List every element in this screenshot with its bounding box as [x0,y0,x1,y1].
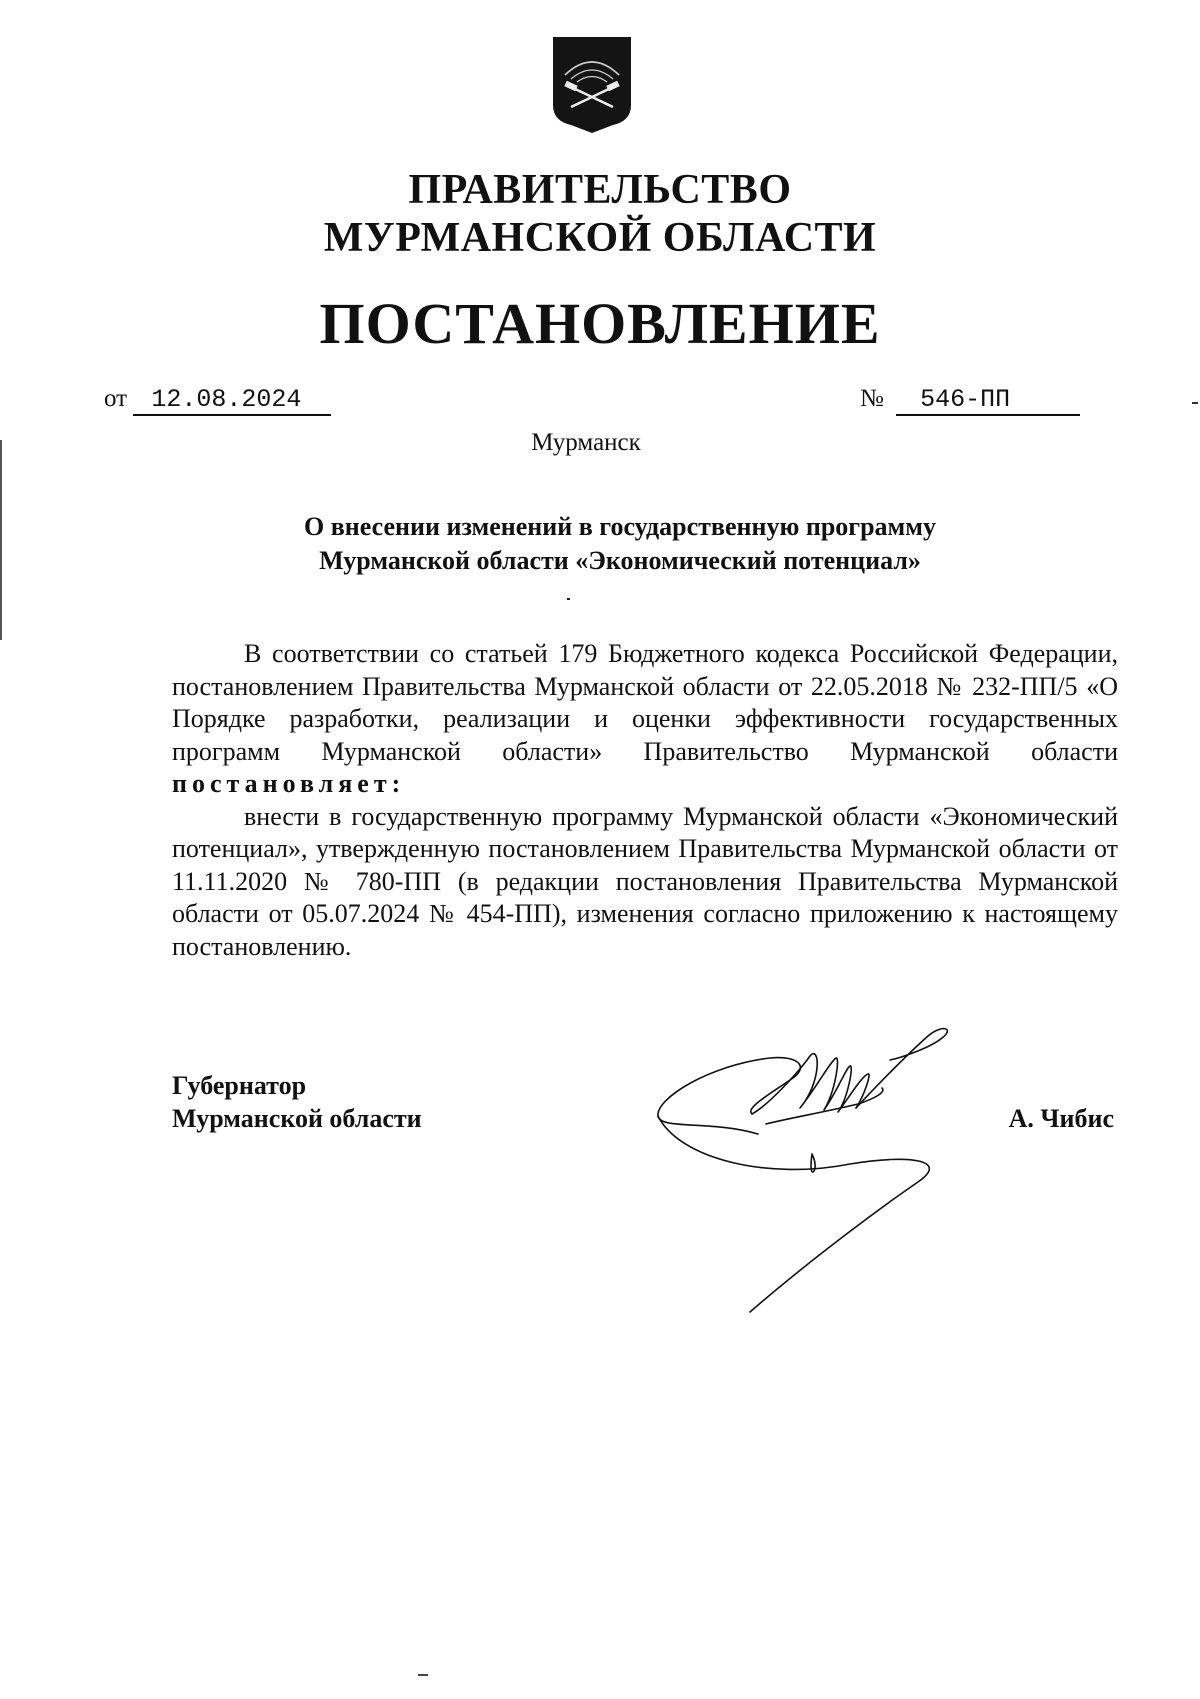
signer-position-line-1: Губернатор [172,1071,307,1100]
body-paragraph-1 [172,638,1118,801]
subject-line-1: О внесении изменений в государственную программу [304,512,936,541]
document-type-title: ПОСТАНОВЛЕНИЕ [319,291,881,356]
scan-mark-bottom [418,1674,428,1676]
decree-word: постановляет: [172,769,406,798]
government-title-line-1: ПРАВИТЕЛЬСТВО [408,167,792,213]
date-prefix: от [104,385,128,412]
body-paragraph-2: внести в государственную программу Мурманской области «Экономический потенциал», утвержденную постановлением Правительства Мурманской области от 11.11.2020 № 780-ПП (в редакции постановления Правительства Мурманской области от 05.07.2024 № 454-ПП), изменения согласно приложению к настоящему постановлению. [172,801,1118,961]
body-paragraph-1-text: В соответствии со статьей 179 Бюджетного кодекса Российской Федерации, постановлением Правительства Мурманской области от 22.05.2018 № 232-ПП/5 «О Порядке разработки, реализации и оценки эффективности государственных программ Мурманской области» Правительство Мурманской области [172,639,1118,766]
subject-line-2: Мурманской области «Экономический потенциал» [319,546,921,575]
government-title [250,166,950,262]
signer-position [172,1070,422,1135]
document-number [860,384,1080,416]
coat-of-arms-icon [551,35,633,135]
scan-mark-right [1192,402,1198,404]
decree-subject [240,510,1000,578]
number-prefix: № [860,385,884,412]
government-title-line-2: МУРМАНСКОЙ ОБЛАСТИ [323,215,877,261]
handwritten-signature-icon [650,1020,980,1320]
number-value: 546-ПП [896,386,1080,416]
signer-position-line-2: Мурманской области [172,1103,422,1133]
document-date [104,384,331,416]
scan-edge-artifact [0,440,2,640]
scan-dot [567,598,570,600]
decree-body [172,638,1118,963]
city-name: Мурманск [531,429,641,456]
signer-name: А. Чибис [1008,1104,1114,1133]
date-value: 12.08.2024 [133,386,331,416]
